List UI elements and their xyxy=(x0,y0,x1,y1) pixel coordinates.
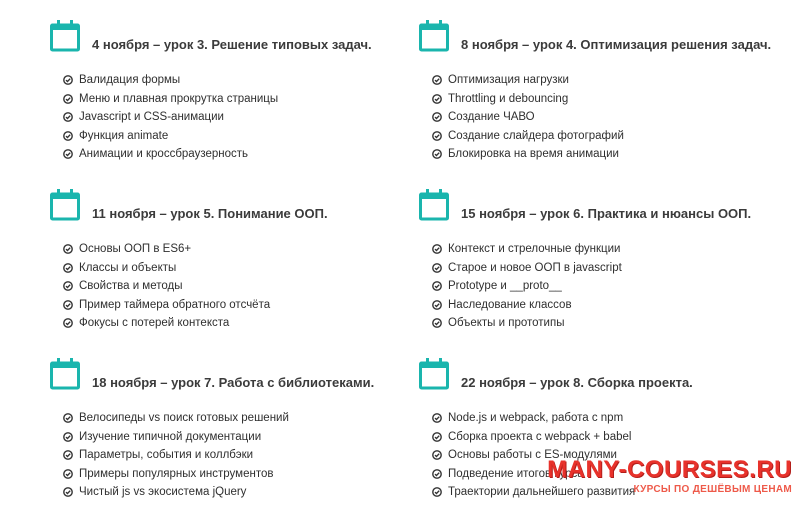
list-item xyxy=(432,314,622,333)
lesson-card xyxy=(50,189,420,329)
check-circle-icon xyxy=(432,149,442,159)
topic-text: Node.js и webpack, работа с npm xyxy=(448,412,624,424)
topic-list xyxy=(63,409,289,502)
topic-text: Пример таймера обратного отсчёта xyxy=(79,298,271,311)
list-item xyxy=(63,465,289,484)
check-circle-icon xyxy=(63,450,73,460)
topic-text: Функция animate xyxy=(79,129,169,142)
list-item xyxy=(432,296,622,315)
topic-text: Изучение типичной документации xyxy=(79,430,262,443)
list-item xyxy=(432,108,624,127)
topic-text: Основы ООП в ES6+ xyxy=(79,243,192,255)
calendar-icon xyxy=(419,189,449,221)
topic-text: Чистый js vs экосистема jQuery xyxy=(79,486,247,498)
topic-text: Старое и новое ООП в javascript xyxy=(448,261,622,274)
topic-text: Создание ЧАВО xyxy=(448,111,535,123)
check-circle-icon xyxy=(432,131,442,141)
lesson-header xyxy=(419,20,789,56)
check-circle-icon xyxy=(63,318,73,328)
topic-text: Подведение итогов курса xyxy=(448,467,584,480)
check-circle-icon xyxy=(63,487,73,497)
lesson-title: 11 ноября – урок 5. Понимание ООП. xyxy=(92,206,328,221)
topic-list xyxy=(63,240,270,333)
check-circle-icon xyxy=(432,112,442,122)
list-item xyxy=(432,145,624,164)
check-circle-icon xyxy=(432,469,442,479)
list-item xyxy=(432,240,622,259)
watermark-subtitle: КУРСЫ ПО ДЕШЁВЫМ ЦЕНАМ xyxy=(633,484,792,495)
check-circle-icon xyxy=(432,281,442,291)
lesson-title: 22 ноября – урок 8. Сборка проекта. xyxy=(461,375,693,390)
check-circle-icon xyxy=(432,75,442,85)
topic-text: Велосипеды vs поиск готовых решений xyxy=(79,412,289,424)
check-circle-icon xyxy=(432,300,442,310)
topic-text: Меню и плавная прокрутка страницы xyxy=(79,92,279,105)
check-circle-icon xyxy=(432,432,442,442)
topic-text: Сборка проекта с webpack + babel xyxy=(448,430,632,443)
calendar-icon xyxy=(50,20,80,52)
topic-text: Наследование классов xyxy=(448,298,572,311)
list-item xyxy=(432,409,635,428)
calendar-icon xyxy=(419,358,449,390)
list-item xyxy=(63,483,289,502)
calendar-icon xyxy=(419,20,449,52)
lesson-title: 15 ноября – урок 6. Практика и нюансы ООП. xyxy=(461,206,752,221)
check-circle-icon xyxy=(63,281,73,291)
list-item xyxy=(63,145,278,164)
topic-text: Анимации и кроссбраузерность xyxy=(79,148,249,160)
list-item xyxy=(63,277,270,296)
lesson-card xyxy=(50,20,420,160)
check-circle-icon xyxy=(432,487,442,497)
list-item xyxy=(432,277,622,296)
check-circle-icon xyxy=(432,263,442,273)
list-item xyxy=(432,259,622,278)
check-circle-icon xyxy=(63,469,73,479)
topic-text: Javascript и CSS-анимации xyxy=(79,111,224,123)
check-circle-icon xyxy=(432,450,442,460)
topic-text: Блокировка на время анимации xyxy=(448,148,619,160)
list-item xyxy=(63,296,270,315)
list-item xyxy=(63,259,270,278)
list-item xyxy=(63,314,270,333)
calendar-icon xyxy=(50,358,80,390)
topic-text: Фокусы с потерей контекста xyxy=(79,317,230,329)
check-circle-icon xyxy=(63,432,73,442)
topic-text: Контекст и стрелочные функции xyxy=(448,243,621,255)
topic-text: Prototype и __proto__ xyxy=(448,280,562,292)
topic-text: Оптимизация нагрузки xyxy=(448,74,569,86)
list-item xyxy=(432,127,624,146)
check-circle-icon xyxy=(432,94,442,104)
lesson-header xyxy=(50,189,420,225)
list-item xyxy=(63,108,278,127)
lesson-card xyxy=(50,358,420,498)
list-item xyxy=(63,71,278,90)
list-item xyxy=(63,428,289,447)
check-circle-icon xyxy=(63,244,73,254)
lesson-title: 4 ноября – урок 3. Решение типовых задач. xyxy=(92,37,372,52)
topic-list xyxy=(432,240,622,333)
check-circle-icon xyxy=(63,75,73,85)
watermark-title: MANY-COURSES.RU xyxy=(547,456,792,483)
topic-text: Объекты и прототипы xyxy=(448,317,565,329)
topic-text: Классы и объекты xyxy=(79,261,177,274)
check-circle-icon xyxy=(432,413,442,423)
list-item xyxy=(63,90,278,109)
lesson-card xyxy=(419,189,789,329)
topic-text: Throttling и debouncing xyxy=(448,92,569,105)
list-item xyxy=(63,409,289,428)
lesson-header xyxy=(419,189,789,225)
list-item xyxy=(432,71,624,90)
check-circle-icon xyxy=(63,94,73,104)
list-item xyxy=(432,428,635,447)
topic-text: Траектории дальнейшего развития xyxy=(448,486,636,498)
topic-text: Создание слайдера фотографий xyxy=(448,129,624,142)
check-circle-icon xyxy=(432,318,442,328)
check-circle-icon xyxy=(63,131,73,141)
topic-text: Основы работы с ES-модулями xyxy=(448,449,617,461)
lesson-header xyxy=(50,358,420,394)
check-circle-icon xyxy=(63,300,73,310)
list-item xyxy=(63,446,289,465)
topic-text: Валидация формы xyxy=(79,74,181,86)
lesson-header xyxy=(419,358,789,394)
watermark xyxy=(547,456,792,495)
lesson-title: 18 ноября – урок 7. Работа с библиотеками. xyxy=(92,375,375,390)
check-circle-icon xyxy=(432,244,442,254)
lesson-card xyxy=(419,20,789,160)
calendar-icon xyxy=(50,189,80,221)
list-item xyxy=(63,127,278,146)
topic-text: Свойства и методы xyxy=(79,280,183,292)
topic-text: Примеры популярных инструментов xyxy=(79,467,274,480)
topic-list xyxy=(63,71,278,164)
check-circle-icon xyxy=(63,263,73,273)
lesson-title: 8 ноября – урок 4. Оптимизация решения задач. xyxy=(461,37,772,52)
check-circle-icon xyxy=(63,413,73,423)
list-item xyxy=(63,240,270,259)
topic-list xyxy=(432,71,624,164)
check-circle-icon xyxy=(63,112,73,122)
check-circle-icon xyxy=(63,149,73,159)
lesson-header xyxy=(50,20,420,56)
topic-text: Параметры, события и коллбэки xyxy=(79,449,254,461)
list-item xyxy=(432,90,624,109)
